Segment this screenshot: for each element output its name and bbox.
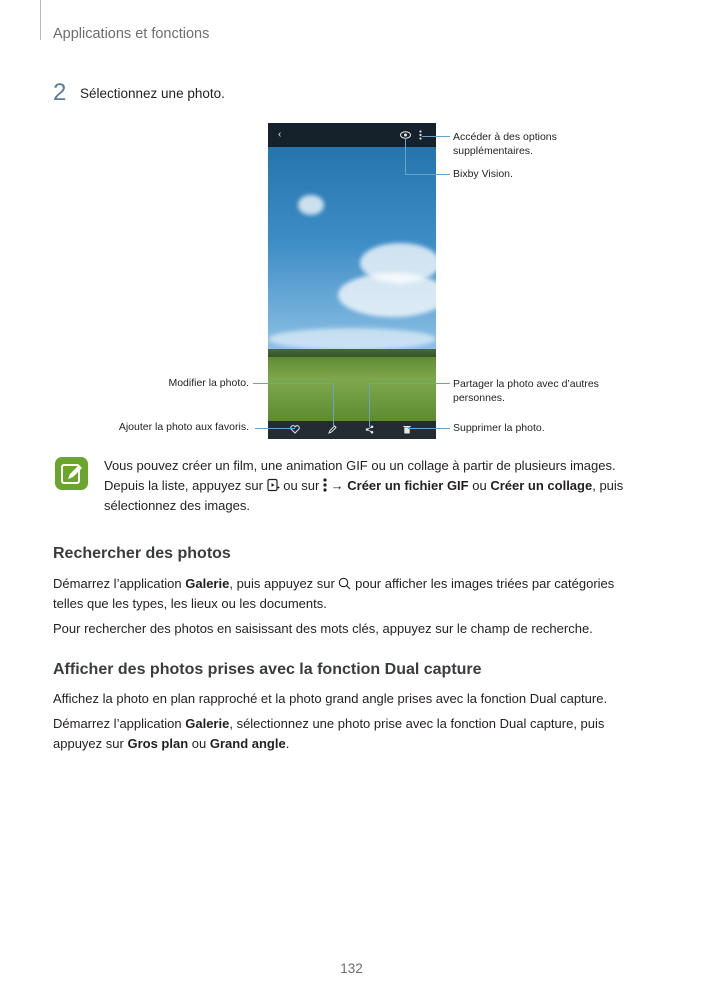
cloud — [298, 195, 324, 215]
note-line-3: sélectionnez des images. — [104, 498, 250, 513]
callout-line-favorite — [255, 428, 295, 429]
search-paragraph-1-line-2: telles que les types, les lieux ou les documents. — [53, 596, 327, 611]
note-line-2 — [104, 476, 664, 496]
callout-line-delete — [408, 428, 450, 429]
para-text: Démarrez l’application — [53, 716, 182, 731]
grass-field — [268, 357, 436, 421]
callout-favorite: Ajouter la photo aux favoris. — [118, 421, 249, 433]
para-text: appuyez sur — [53, 736, 124, 751]
callout-line-more-options — [422, 136, 450, 137]
para-text: . — [285, 736, 290, 751]
step-text: Sélectionnez une photo. — [80, 86, 225, 101]
cloud — [338, 273, 436, 317]
callout-line-share — [369, 383, 450, 384]
page-header-title: Applications et fonctions — [53, 26, 210, 42]
callout-modify: Modifier la photo. — [168, 377, 249, 389]
more-options-icon[interactable] — [419, 130, 422, 140]
delete-trash-icon[interactable] — [403, 425, 411, 434]
option-gros-plan: Gros plan — [127, 736, 189, 751]
search-icon — [338, 577, 351, 590]
more-options-icon — [323, 478, 327, 492]
search-paragraph-1 — [53, 574, 653, 594]
callout-line-bixby — [405, 138, 406, 174]
para-text: Démarrez l’application — [53, 576, 182, 591]
para-text: ou — [191, 736, 207, 751]
callout-more-options: Accéder à des options supplémentaires. — [453, 131, 557, 157]
section-title-search: Rechercher des photos — [53, 545, 231, 562]
note-text: ou — [472, 478, 487, 493]
search-paragraph-2: Pour rechercher des photos en saisissant des mots clés, appuyez sur le champ de recherche. — [53, 621, 593, 636]
callout-line-modify — [333, 383, 334, 427]
favorite-heart-icon[interactable] — [290, 425, 300, 434]
back-icon[interactable]: ‹ — [278, 129, 282, 140]
app-name-galerie: Galerie — [185, 716, 230, 731]
section-title-dual-capture: Afficher des photos prises avec la fonction Dual capture — [53, 661, 482, 678]
note-text: , puis — [592, 478, 624, 493]
cloud — [268, 328, 436, 350]
callout-delete: Supprimer la photo. — [453, 422, 545, 434]
dual-paragraph-2-line-2 — [53, 734, 653, 754]
para-text: , sélectionnez une photo prise avec la fonction Dual capture, puis — [229, 716, 605, 731]
menu-create-gif: Créer un fichier GIF — [347, 478, 469, 493]
note-icon — [55, 457, 88, 490]
note-text: Depuis la liste, appuyez sur — [104, 478, 263, 493]
para-text: pour afficher les images triées par catégories — [355, 576, 615, 591]
callout-bixby-vision: Bixby Vision. — [453, 168, 513, 180]
callout-share: Partager la photo avec d’autres personnes. — [453, 378, 599, 404]
header-rule — [40, 0, 41, 40]
photo-bottom-bar — [268, 421, 436, 439]
callout-line-share — [369, 383, 370, 427]
dual-paragraph-2 — [53, 714, 653, 734]
app-name-galerie: Galerie — [185, 576, 230, 591]
photo-top-bar — [268, 123, 436, 147]
create-movie-icon — [267, 478, 280, 492]
option-grand-angle: Grand angle — [209, 736, 286, 751]
dual-paragraph-1: Affichez la photo en plan rapproché et la photo grand angle prises avec la fonction Dual capture. — [53, 691, 608, 706]
arrow: → — [330, 478, 344, 493]
para-text: , puis appuyez sur — [229, 576, 335, 591]
callout-line-modify — [253, 383, 333, 384]
page-number: 132 — [340, 961, 363, 976]
step-number: 2 — [53, 79, 67, 106]
note-text: ou sur — [283, 478, 320, 493]
menu-create-collage: Créer un collage — [490, 478, 593, 493]
callout-line-bixby — [405, 174, 450, 175]
note-line-1: Vous pouvez créer un film, une animation GIF ou un collage à partir de plusieurs images. — [104, 458, 616, 473]
gallery-photo-screenshot — [268, 123, 436, 439]
